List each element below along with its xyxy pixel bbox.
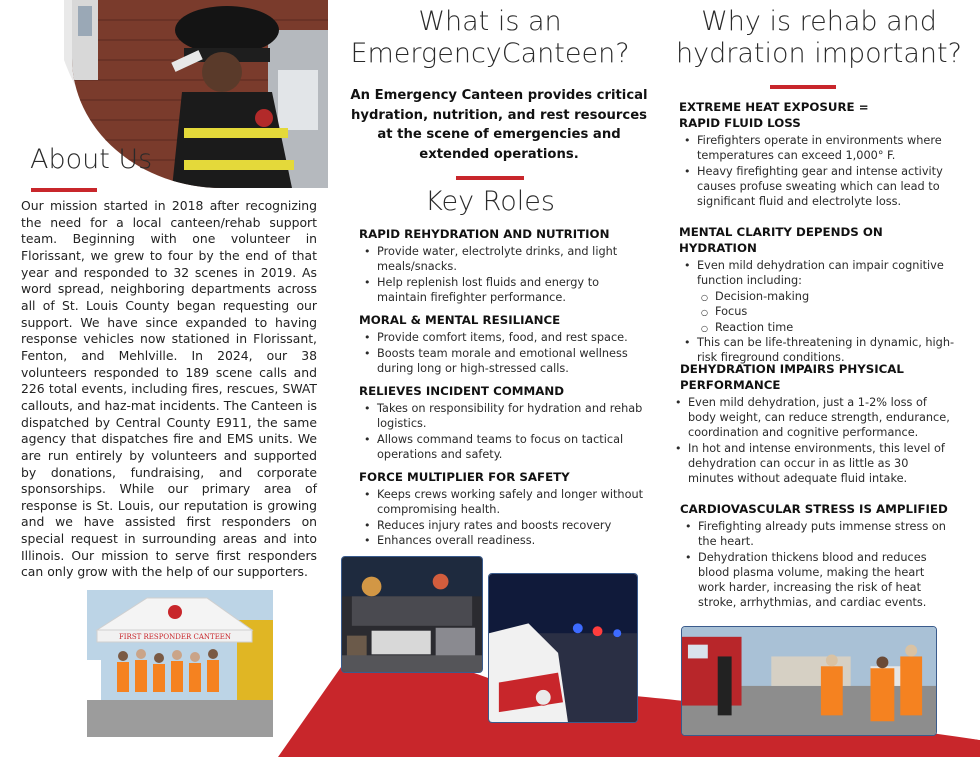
key-role-item: • Reduces injury rates and boosts recovery [359, 518, 649, 533]
why-section [679, 224, 959, 366]
key-role-item: • Keeps crews working safely and longer without compromising health. [359, 487, 649, 517]
key-role-item: • Boosts team morale and emotional wellness during long or high-stressed calls. [359, 346, 649, 376]
why-item: • Firefighting already puts immense stress on the heart. [680, 519, 950, 549]
what-title [340, 6, 640, 70]
key-role-item: • Enhances overall readiness. [359, 533, 649, 548]
night-scene-canteen-photo [341, 556, 483, 673]
firefighters-scene-photo [681, 626, 937, 736]
key-role-item: • Help replenish lost fluids and energy to maintain firefighter performance. [359, 275, 649, 305]
why-item: • Dehydration thickens blood and reduces blood plasma volume, making the heart work harder, increasing the risk of heat stroke, arrhythmias, and cardiac events. [680, 550, 950, 610]
why-item: • Firefighters operate in environments where temperatures can exceed 1,000° F. [679, 133, 949, 163]
why-subitem: ○ Decision-making [679, 289, 959, 304]
key-role-section [359, 312, 649, 376]
key-role-heading: RELIEVES INCIDENT COMMAND [359, 384, 565, 398]
why-heading-line: RAPID FLUID LOSS [679, 116, 801, 130]
what-subtitle: An Emergency Canteen provides critical hydration, nutrition, and rest resources at the scene of emergencies and extended operations. [350, 88, 648, 162]
about-body: Our mission started in 2018 after recognizing the need for a local canteen/rehab support team. Beginning with one volunteer in Florissant, we grew to four by the end of that year and responded to 32 scenes in 2019. As word spread, neighboring departments across all of St. Louis County began requesting our support. We have since expanded to having response vehicles now stationed in Florissant, Fenton, and Mehlville. In 2024, our 38 volunteers responded to 189 scene calls and 226 total events, including fires, rescues, SWAT callouts, and haz-mat incidents. The Canteen is dispatched by Central County E911, the same agency that dispatches fire and EMS units. We are run entirely by volunteers and supported by donations, fundraising, and corporate sponsorships. While our primary area of response is St. Louis, our reputation is growing and we have assisted first responders on special request in surrounding areas and into Illinois. Our mission to serve first responders can only grow with the help of our supporters. [21, 198, 317, 580]
key-role-section [359, 226, 649, 305]
why-subitem: ○ Focus [679, 304, 959, 319]
why-title-line1: Why is rehab and [701, 6, 937, 37]
key-role-section [359, 383, 649, 462]
what-title-line1: What is an [418, 6, 562, 37]
key-role-heading: FORCE MULTIPLIER FOR SAFETY [359, 470, 570, 484]
why-subitem: ○ Reaction time [679, 320, 959, 335]
key-role-item: • Provide comfort items, food, and rest space. [359, 330, 649, 345]
key-role-heading: RAPID REHYDRATION AND NUTRITION [359, 227, 610, 241]
why-item: • This can be life-threatening in dynamic, high-risk fireground conditions. [679, 335, 959, 365]
tent-banner-text: FIRST RESPONDER CANTEEN [118, 633, 232, 641]
why-section [680, 501, 950, 610]
key-role-section [359, 469, 649, 549]
key-role-item: • Takes on responsibility for hydration and rehab logistics. [359, 401, 649, 431]
what-title-line2: EmergencyCanteen? [350, 37, 630, 69]
why-section [680, 361, 950, 486]
emergency-vehicle-photo [488, 573, 638, 723]
canteen-tent-photo [87, 590, 273, 737]
why-heading-line: DEHYDRATION IMPAIRS PHYSICAL [680, 362, 904, 376]
why-item: • Heavy firefighting gear and intense activity causes profuse sweating which can lead to significant fluid and electrolyte loss. [679, 164, 949, 209]
why-section [679, 99, 949, 209]
key-role-item: • Allows command teams to focus on tactical operations and safety. [359, 432, 649, 462]
why-heading-line: PERFORMANCE [680, 378, 781, 392]
key-role-heading: MORAL & MENTAL RESILIANCE [359, 313, 561, 327]
about-divider [31, 188, 97, 192]
why-item: • Even mild dehydration can impair cognitive function including: [679, 258, 959, 288]
key-roles-title: Key Roles [425, 186, 555, 217]
why-heading [680, 361, 950, 393]
why-heading [679, 99, 949, 131]
why-title-line2: hydration important? [676, 37, 962, 69]
why-item: • In hot and intense environments, this level of dehydration can occur in as little as 30 minutes without adequate fluid intake. [670, 441, 950, 486]
why-heading-line: EXTREME HEAT EXPOSURE = [679, 100, 869, 114]
why-title [668, 6, 970, 70]
key-role-item: • Provide water, electrolyte drinks, and light meals/snacks. [359, 244, 649, 274]
about-title: About Us [30, 144, 153, 175]
what-divider [456, 176, 524, 180]
why-heading: CARDIOVASCULAR STRESS IS AMPLIFIED [680, 502, 948, 516]
why-item: • Even mild dehydration, just a 1-2% loss of body weight, can reduce strength, endurance, coordination and cognitive performance. [670, 395, 950, 440]
why-divider [770, 85, 836, 89]
why-heading: MENTAL CLARITY DEPENDS ON HYDRATION [679, 225, 883, 255]
